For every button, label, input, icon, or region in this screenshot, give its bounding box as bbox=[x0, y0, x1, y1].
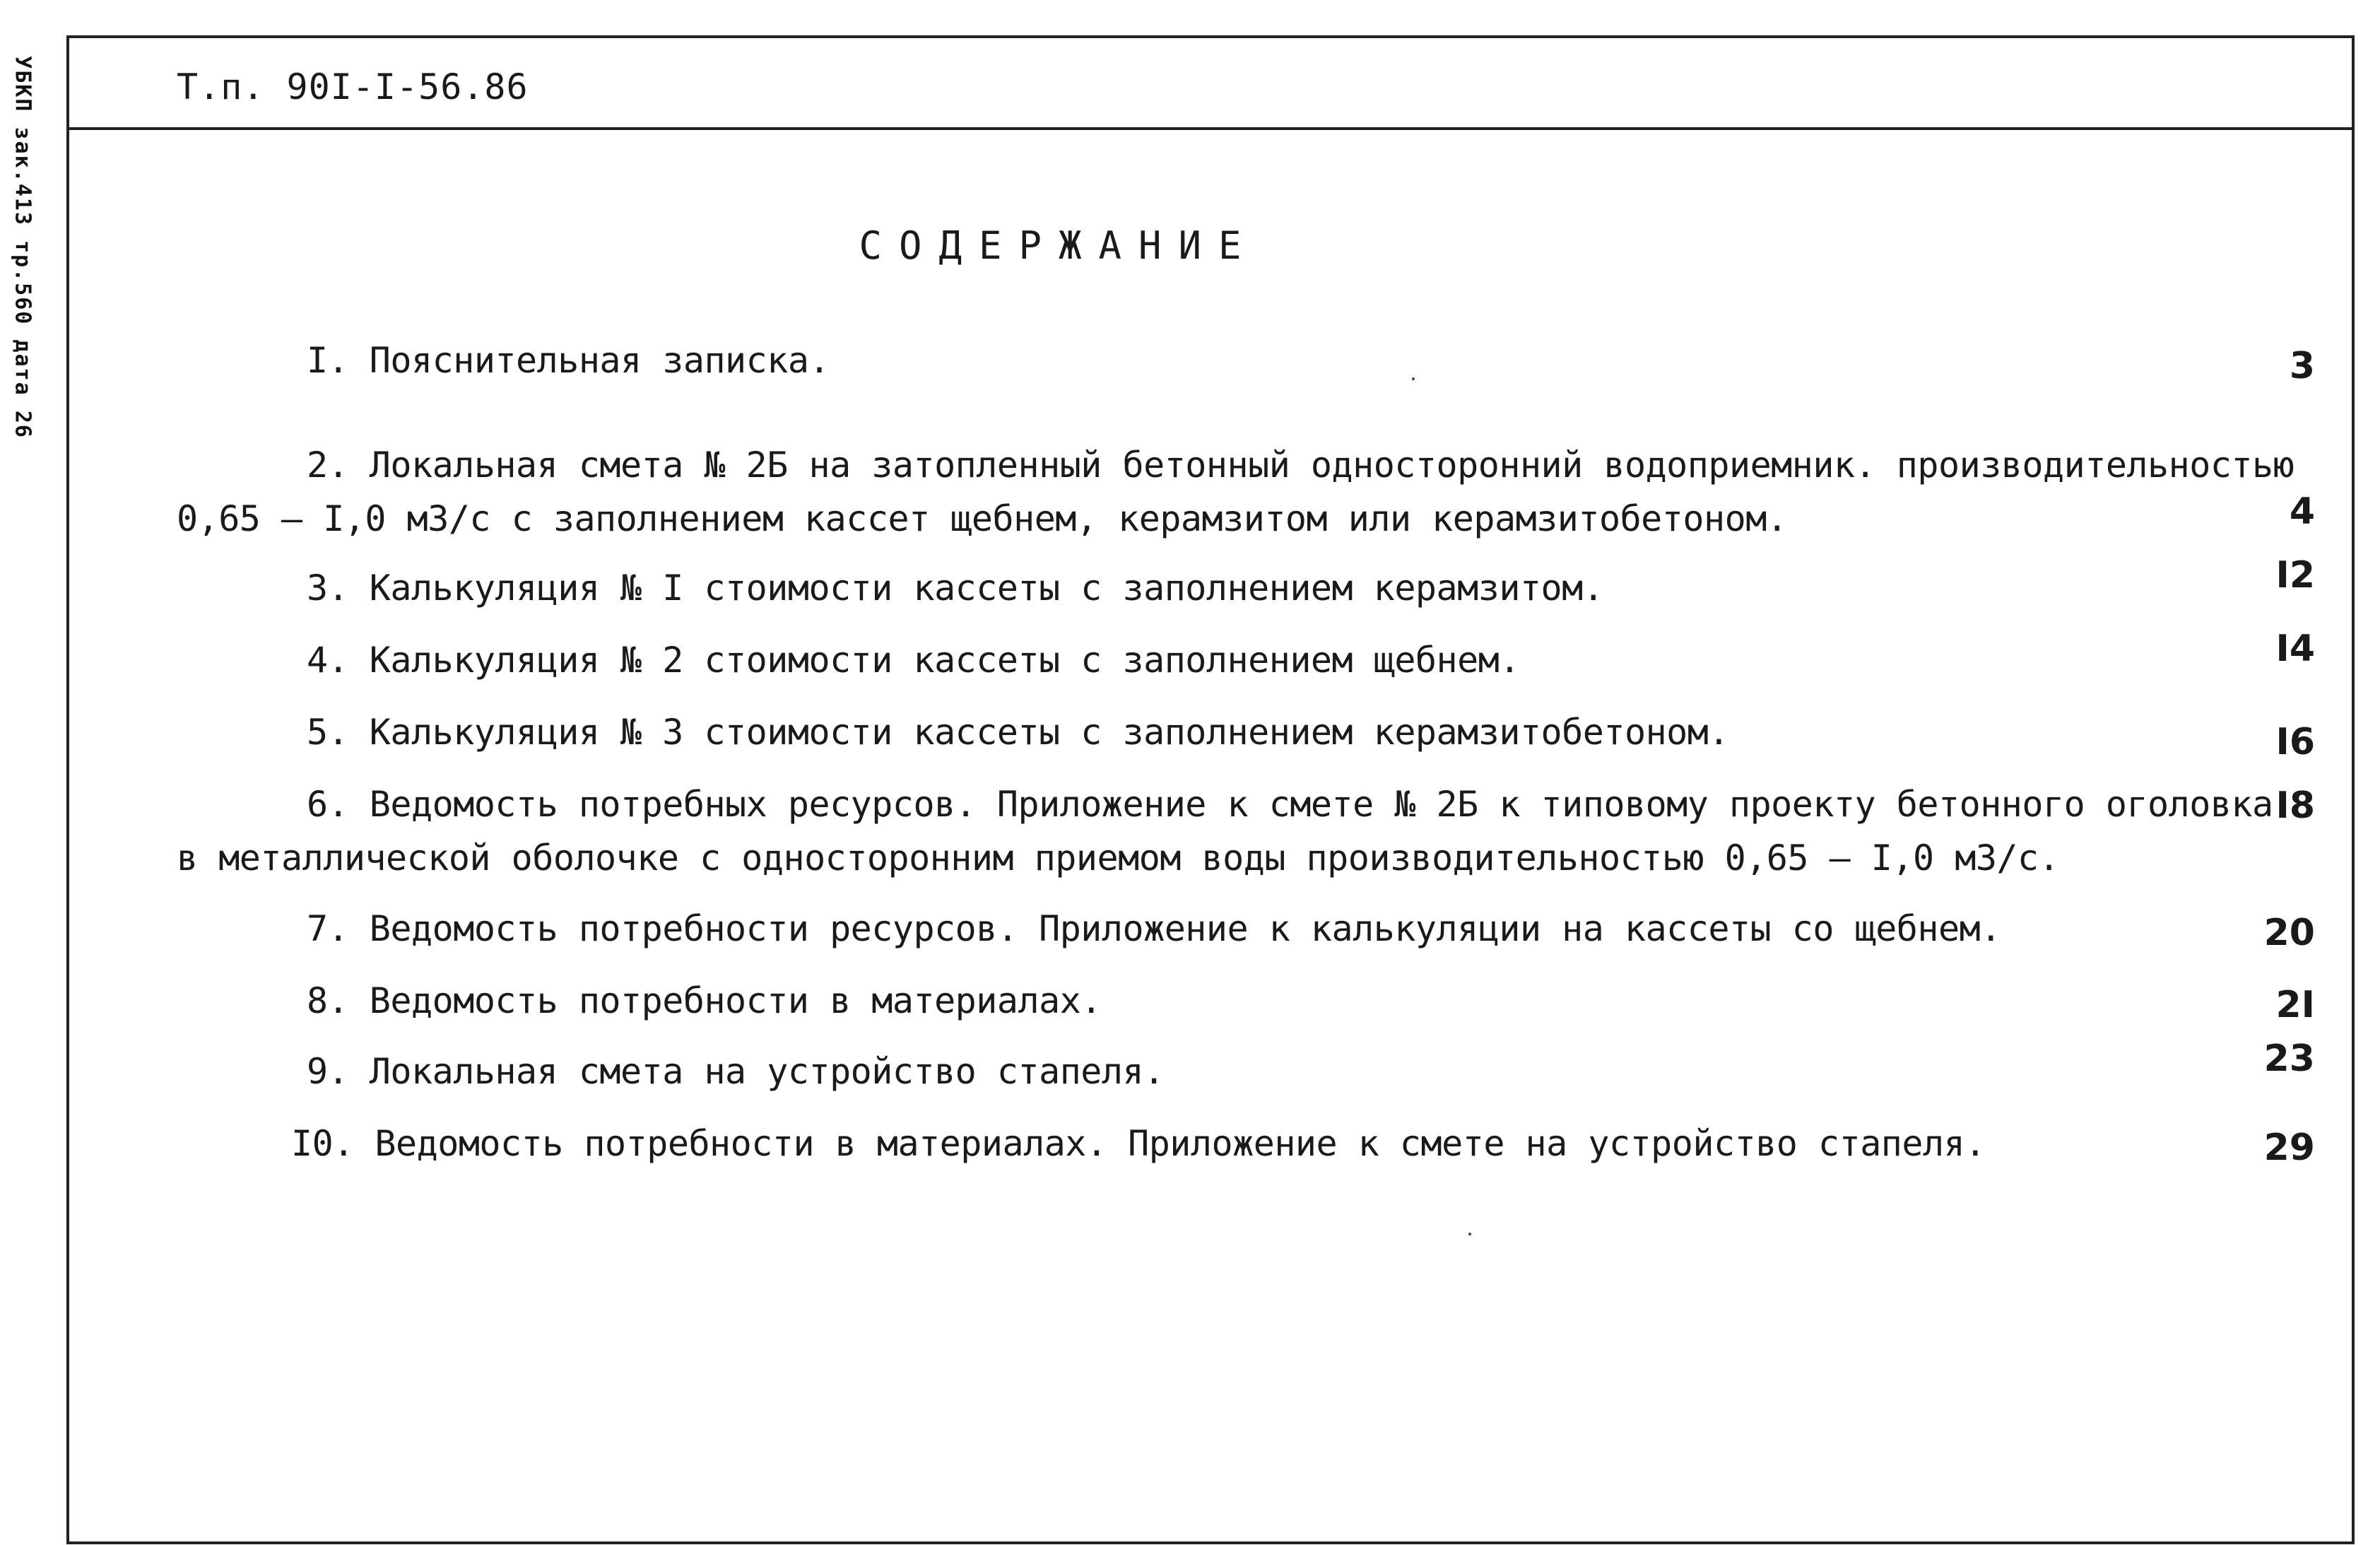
table-of-contents bbox=[69, 38, 2352, 1541]
toc-item-text: 7. Ведомость потребности ресурсов. Приложение к калькуляции на кассеты со щебнем. bbox=[307, 908, 2001, 949]
archive-stamp-text: УБКП зак.413 тр.560 дата 26 bbox=[10, 56, 35, 439]
toc-item-text: I0. Ведомость потребности в материалах. Приложение к смете на устройство стапеля. bbox=[291, 1123, 1986, 1164]
toc-item-page: 3 bbox=[2289, 345, 2315, 387]
scan-speck bbox=[1412, 377, 1415, 380]
toc-item-page: I4 bbox=[2275, 628, 2315, 670]
toc-item-page: 4 bbox=[2289, 490, 2315, 533]
document-code: Т.п. 90I-I-56.86 bbox=[177, 66, 529, 107]
toc-item-page: I2 bbox=[2275, 554, 2315, 597]
toc-item-page: 29 bbox=[2263, 1127, 2315, 1169]
toc-item-page: 2I bbox=[2275, 984, 2315, 1026]
toc-item-page: 23 bbox=[2263, 1038, 2315, 1080]
page-title: СОДЕРЖАНИЕ bbox=[859, 223, 1259, 268]
toc-item-text: I. Пояснительная записка. bbox=[307, 340, 830, 381]
toc-item-page: 20 bbox=[2263, 912, 2315, 954]
toc-item-text: 9. Локальная смета на устройство стапеля. bbox=[307, 1051, 1165, 1092]
archive-stamp bbox=[1, 49, 44, 445]
toc-item-text: 4. Калькуляция № 2 стоимости кассеты с заполнением щебнем. bbox=[307, 640, 1520, 681]
toc-item-page: I6 bbox=[2275, 721, 2315, 763]
toc-item-page: I8 bbox=[2275, 785, 2315, 827]
toc-item-text: 2. Локальная смета № 2Б на затопленный бетонный односторонний водоприемник. производительностью 0,65 – I,0 м3/с с заполнением кассет щебнем, керамзитом или керамзитобетоном. bbox=[177, 445, 2294, 539]
toc-item-text: 6. Ведомость потребных ресурсов. Приложение к смете № 2Б к типовому проекту бетонного оголовка в металлической оболочке с односторонним приемом воды производительностью 0,65 – I,0 м3/с. bbox=[177, 784, 2273, 879]
toc-item-text: 3. Калькуляция № I стоимости кассеты с заполнением керамзитом. bbox=[307, 568, 1604, 609]
document-frame bbox=[66, 35, 2355, 1544]
scan-speck bbox=[1468, 1233, 1471, 1235]
toc-item-text: 5. Калькуляция № 3 стоимости кассеты с заполнением керамзитобетоном. bbox=[307, 712, 1729, 753]
toc-item-text: 8. Ведомость потребности в материалах. bbox=[307, 980, 1102, 1021]
